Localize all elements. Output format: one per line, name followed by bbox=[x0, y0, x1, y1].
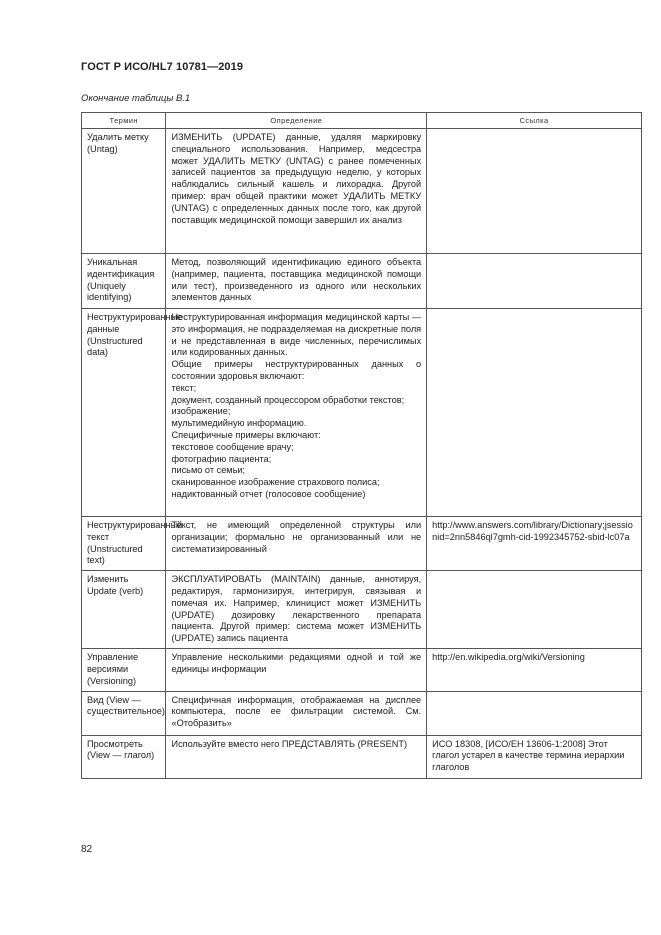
definition-line: мультимедийную информацию. bbox=[171, 418, 307, 429]
definition-line: Специфичные примеры включают: bbox=[171, 429, 321, 440]
reference-cell: http://en.wikipedia.org/wiki/Versioning bbox=[427, 649, 642, 691]
table-row bbox=[82, 517, 642, 571]
term-cell: Неструктурированные данные (Unstructured data) bbox=[82, 309, 166, 517]
definition-line: текстовое сообщение врачу; bbox=[171, 441, 294, 452]
definition-cell: Специфичная информация, отображаемая на дисплее компьютера, после ее фильтрации системой. См. «Отобразить» bbox=[166, 691, 427, 735]
definition-line: надиктованный отчет (голосовое сообщение) bbox=[171, 488, 366, 499]
definition-line: изображение; bbox=[171, 406, 231, 417]
column-header-definition: Определение bbox=[166, 113, 427, 129]
page-number: 82 bbox=[81, 844, 93, 855]
definition-line: Общие примеры неструктурированных данных о состоянии здоровья включают: bbox=[171, 359, 422, 381]
term-cell: Уникальная идентификация (Uniquely identifying) bbox=[82, 254, 166, 309]
reference-cell: http://www.answers.com/library/Dictionary;jsessionid=2nn5846ql7gmh-cid-1992345752-sbid-lc07a bbox=[427, 517, 642, 571]
reference-cell bbox=[427, 571, 642, 649]
term-cell: Управление версиями (Versioning) bbox=[82, 649, 166, 691]
table-row bbox=[82, 254, 642, 309]
definition-line: сканированное изображение страхового полиса; bbox=[171, 477, 380, 488]
term-cell: Просмотреть (View — глагол) bbox=[82, 735, 166, 778]
column-header-term: Термин bbox=[82, 113, 166, 129]
table-row bbox=[82, 735, 642, 778]
term-cell: Вид (View — существительное) bbox=[82, 691, 166, 735]
term-cell: Изменить Update (verb) bbox=[82, 571, 166, 649]
table-header-row bbox=[82, 113, 642, 129]
column-header-reference: Ссылка bbox=[427, 113, 642, 129]
definition-cell: Текст, не имеющий определенной структуры или организации; формально не организованный или не систематизированный bbox=[166, 517, 427, 571]
definition-line: текст; bbox=[171, 382, 197, 393]
definition-line: фотографию пациента; bbox=[171, 453, 272, 464]
table-row bbox=[82, 571, 642, 649]
definition-line: письмо от семьи; bbox=[171, 465, 246, 476]
reference-cell bbox=[427, 254, 642, 309]
definition-cell: Используйте вместо него ПРЕДСТАВЛЯТЬ (PRESENT) bbox=[166, 735, 427, 778]
definition-cell: Управление несколькими редакциями одной и той же единицы информации bbox=[166, 649, 427, 691]
terms-table bbox=[81, 112, 642, 779]
definition-cell bbox=[166, 309, 427, 517]
page-header-title: ГОСТ Р ИСО/HL7 10781—2019 bbox=[81, 61, 244, 73]
reference-cell: ИСО 18308, [ИСО/ЕН 13606-1:2008] Этот глагол устарел в качестве термина иерархии глаголов bbox=[427, 735, 642, 778]
table-row bbox=[82, 691, 642, 735]
table-row bbox=[82, 649, 642, 691]
definition-cell: ИЗМЕНИТЬ (UPDATE) данные, удаляя маркировку специального использования. Например, медсестра может УДАЛИТЬ МЕТКУ (UNTAG) с ранее помеченных записей пациентов за предыдущую неделю, у которых наблюдались сильный кашель и лихорадка. Другой пример: врач общей практики может УДАЛИТЬ МЕТКУ (UNTAG) с определенных данных после того, как другой поставщик медицинской помощи завершил их анализ bbox=[166, 129, 427, 254]
definition-line: документ, созданный процессором обработки текстов; bbox=[171, 394, 405, 405]
table-caption: Окончание таблицы В.1 bbox=[81, 93, 191, 104]
table-row bbox=[82, 309, 642, 517]
term-cell: Неструктурированный текст (Unstructured text) bbox=[82, 517, 166, 571]
reference-cell bbox=[427, 129, 642, 254]
definition-cell: ЭКСПЛУАТИРОВАТЬ (MAINTAIN) данные, аннотируя, редактируя, гармонизируя, интегрируя, связывая и помечая их. Например, клиницист может ИЗМЕНИТЬ (UPDATE) дозировку лекарственного препарата пациента. Другой пример: система может ИЗМЕНИТЬ (UPDATE) запись пациента bbox=[166, 571, 427, 649]
term-cell: Удалить метку (Untag) bbox=[82, 129, 166, 254]
reference-cell bbox=[427, 691, 642, 735]
definition-cell: Метод, позволяющий идентификацию единого объекта (например, пациента, поставщика медицинской помощи или тест), произведенного из одного или нескольких элементов данных bbox=[166, 254, 427, 309]
reference-cell bbox=[427, 309, 642, 517]
definition-line: Неструктурированная информация медицинской карты — это информация, не подразделяемая на дискретные поля и не представленная в виде численных, перечислимых или кодированных данных. bbox=[171, 312, 422, 358]
table-row bbox=[82, 129, 642, 254]
